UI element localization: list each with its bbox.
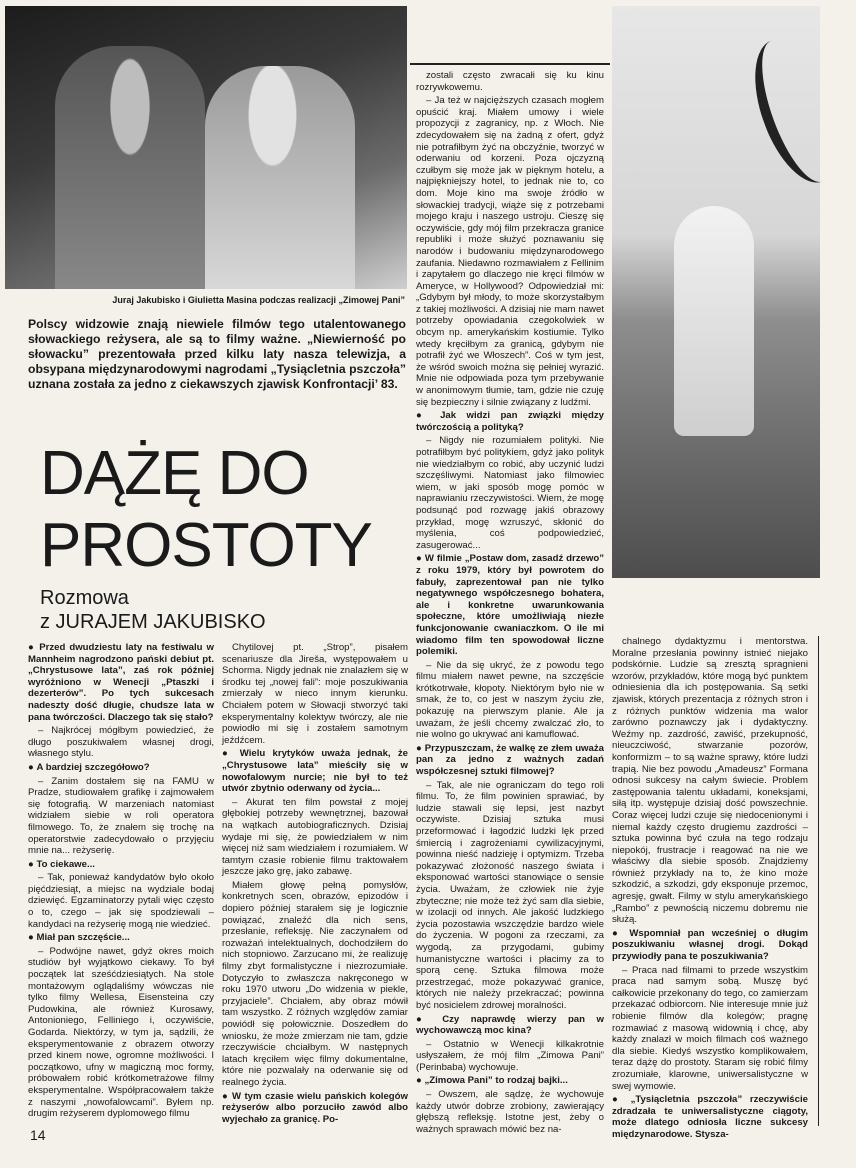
lead-paragraph: Polscy widzowie znają niewiele filmów tego utalentowanego słowackiego reżysera, ale są to filmy ważne. „Niewierność po słowacku” prezentowała przed kilku laty nasza telewizja, a obsypana międzynarodowymi nagrodami „Tysiącletnia pszczoła” uznana została za jedno z ciekawszych zjawisk Konfrontacji’ 83. [28,317,406,391]
interview-answer: – Podwójne nawet, gdyż okres moich studiów był wyjątkowo ciekawy. To był początek lat sześćdziesiątych. Na stole montażowym oglądaliśmy wówczas nie tylko filmy Wellesa, Eisensteina czy Pudowkina, ale również Kurosawy, Antonioniego, Felliniego i, oczywiście, Godarda. Niektórzy, w tym ja, sądzili, że eksperymentowanie z obrazem otworzy przed kinem nowe, ogromne możliwości. I początkowo, ufny w magiczną moc formy, próbowałem robić krótkometrażowe filmy eksperymentalne. Współpracowałem także z naszymi „nowofalowcami”. Byłem np. drugim reżyserem dyplomowego filmu [28,945,214,1120]
photo-jakubisko-masina [5,6,407,289]
photo-figure-man [55,46,205,289]
interview-answer: – Tak, ale nie ograniczam do tego roli filmu. To, że film powinien sprawiać, by ludzie stawali się lepsi, jest nazbyt oczywiste. Dzisiaj sztuka musi przeformować i łagodzić ludzki lęk przed śmiercią i zagrożeniami cywilizacyjnymi, powinna nieść nadzieję i optymizm. Trzeba pokazywać złożoność naszego świata i eksponować wartości stanowiące o sensie życia. Uważam, że człowiek nie żyje zbyteczne; nie może też żyć sam dla siebie, w izolacji od innych. Ale jakość ludzkiego życia pozostawia wszczędzie bardzo wiele do życzenia. W pogoni za rzeczami, za wygodą, za przygodami, gubimy humanistyczne wartości i płacimy za to sporą cenę. Sztuka filmowa może przestrzegać, może pokazywać granice, których nie należy przekraczać; powinna być nosicielem zdrowej moralności. [416,779,604,1011]
photo-figure-white-dress [674,206,754,436]
article-subtitle [40,586,410,634]
interview-answer: Miałem głowę pełną pomysłów, konkretnych scen, obrazów, epizodów i dopiero później starałem się je logicznie powiązać, znaleźć dla nich sens, przesłanie, refleksję. Nie zaczynałem od rozważań intelektualnych, dochodziłem do nich stopniowo. Zarzucano mi, że realizuję filmy zbyt formalistyczne i niezrozumiałe. Dotyczyło to zwłaszcza nakręconego w roku 1970 utworu „Do widzenia w piekle, przyjaciele”. Chciałem, aby obraz mówił tam wszystko. Z różnych względów zamiar powiódł się połowicznie. Doszedłem do wniosku, że może zmierzam nie tam, gdzie rzeczywiście chciałbym. W następnych latach kręciłem więc filmy dokumentalne, które nie pozwalały na oderwanie się od realnego życia. [222,879,408,1088]
interview-answer: – Owszem, ale sądzę, że wychowuje każdy utwór dobrze zrobiony, zawierający głębszą refleksję. Istotne jest, żeby o ważnych sprawach mówić bez na- [416,1089,604,1135]
photo-scythe-shape [738,29,855,194]
subtitle-line-1: Rozmowa [40,587,129,609]
interview-answer: – Najkrócej mógłbym powiedzieć, że długo poszukiwałem własnej drogi, własnego stylu. [28,725,214,760]
interview-question: ● „Zimowa Pani” to rodzaj bajki... [416,1075,604,1087]
interview-question: ● To ciekawe... [28,859,214,871]
interview-question: ● Przypuszczam, że walkę ze złem uważa pan za jedno z ważnych zadań współczesnej sztuki filmowej? [416,743,604,778]
interview-question: ● W tym czasie wielu pańskich kolegów reżyserów albo porzuciło zawód albo wyjechało za granicę. Po- [222,1091,408,1126]
interview-question: ● Jak widzi pan związki między twórczością a polityką? [416,410,604,433]
interview-answer: – Nigdy nie rozumiałem polityki. Nie potrafiłbym być politykiem, gdyż jako polityk nie wiedziałbym co robić, aby uczynić ludzi szczęśliwymi. Natomiast jako filmowiec wiem, w jaki sposób mogę pomóc w naprawianiu rzeczywistości. Wiem, że mogę podsunąć pod rozwagę jakiś obrazowy przykład, mogę wzruszyć, skłonić do myślenia, coś podpowiedzieć, zasugerować... [416,435,604,551]
interview-answer: – Akurat ten film powstał z mojej głębokiej potrzeby wewnętrznej, bazował na wątkach autobiograficznych. Dzisiaj wydaje mi się, że powiedziałem w nim więcej niż sam wiedziałem i rozumiałem. W tamtym czasie robienie filmu traktowałem jeszcze jako grę, jako zabawę. [222,796,408,878]
column-rule-top [410,63,610,65]
interview-question: ● A bardziej szczegółowo? [28,762,214,774]
interview-question: ● Przed dwudziestu laty na festiwalu w Mannheim nagrodzono pański debiut pt. „Chrystusowe lata”, zaś rok później wyróżniono w Wenecji „Ptaszki i dezerterów”. Po tych sukcesach nadeszty dość długie, chudsze lata w pana twórczości. Dlaczego tak się stało? [28,642,214,723]
column-rule-right [818,636,819,1126]
interview-answer: – Zanim dostałem się na FAMU w Pradze, studiowałem grafikę i zajmowałem się fotografią. W marzeniach natomiast widziałem siebie w roli operatora filmowego. To, że znałem się trochę na operatorstwie zadecydowało o przyjęciu mnie na... reżyserię. [28,775,214,857]
photo-figure-woman [205,66,355,289]
interview-question: ● Miał pan szczęście... [28,932,214,944]
photo-film-still [612,6,820,578]
text-column-4 [612,636,808,1140]
subtitle-line-2: z JURAJEM JAKUBISKO [40,611,266,633]
interview-answer: chalnego dydaktyzmu i mentorstwa. Moralne przesłania powinny istnieć niejako podskórnie. Ludzie są zresztą spragnieni wzorów, przykładów, które mogą być punktem odniesienia dla ich postępowania. Są setki zjawisk, których prezentacja z różnych stron i z różnych punktów widzenia ma walor zarówno poznawczy jak i dydaktyczny. Weźmy np. zazdrość, zawiść, przekupność, nieuczciwość, stwarzanie pozorów, konformizm – to są ważne sprawy, które ludzi trapią. Nie bez powodu „Amadeusz” Formana odnosi sukcesy na całym świecie. Problem zastępowania talentu układami, koneksjami, siłą itp. występuje dzisiaj dość powszechnie. Coraz więcej ludzi czuje się niedocenionymi i niemal każdy często drugiemu zazdrości – sztuka powinna być czuła na tego rodzaju niepokój, frustracje i reagować na nie we właściwy dla siebie sposób. Znajdziemy również przykłady na to, że kino może szkodzić, a szkodzi, gdy eksponuje przemoc, agresję, gwałt. Filmy w stylu amerykańskiego „Rambo” z pewnością niczemu dobremu nie służą. [612,636,808,926]
text-column-2 [222,642,408,1124]
page-number: 14 [30,1127,46,1143]
interview-question: ● „Tysiącletnia pszczoła” rzeczywiście zdradzała te uniwersalistyczne ciągoty, może dlatego odniosła liczne sukcesy międzynarodowe. Styszа- [612,1094,808,1140]
interview-question: ● Wspomniał pan wcześniej o długim poszukiwaniu własnej drogi. Dokąd przywiodły pana te poszukiwania? [612,928,808,963]
title-line-2: PROSTOTY [40,511,372,580]
interview-question: ● W filmie „Postaw dom, zasadź drzewo” z roku 1979, który był powrotem do fabuły, zaprezentował pan nie tylko negatywnego współczesnego bohatera, ale i konkretne uwarunkowania społeczne, które umożliwiają niezłe funkcjonowanie cwaniaczkom. O ile mi wiadomo film ten spowodował liczne polemiki. [416,553,604,657]
interview-answer: – Praca nad filmami to przede wszystkim praca nad samym sobą. Muszę być całkowicie przekonany do tego, co zamierzam przekazać odbiorcom. Nie interesuje mnie już robienie filmów dla kolegów; pragnę rozmawiać z masową widownią i chcę, aby każdy znalazł w moich filmach coś ważnego dla siebie. Kiedyś wszystko komplikowałem, teraz dążę do prostoty. Staram się robić filmy zrozumiałe, klarowne, uniwersalistyczne w swej wymowie. [612,964,808,1092]
interview-answer: – Tak, ponieważ kandydatów było około pięćdziesiąt, a miejsc na wydziale bodaj dziewięć. Egzaminatorzy pytali więc często o to, czego – jak się spodziewali – kandydaci na reżyserię mogą nie wiedzieć. [28,872,214,930]
interview-answer: Chytilovej pt. „Strop”, pisałem scenariusze dla Jireša, występowałem u Schorma. Nigdy jednak nie znalazłem się w środku tej „nowej fali”: moje poszukiwania zmierzały w nieco innym kierunku. Chciałem potem w Słowacji stworzyć taki eksperymentalny kolektyw twórczy, ale nie powiodło mi się i zostałem samotnym jeźdźcem. [222,642,408,746]
interview-answer: – Ostatnio w Wenecji kilkakrotnie usłyszałem, że mój film „Zimowa Pani” (Perinbaba) wychowuje. [416,1038,604,1073]
interview-answer: zostali często zwracałi się ku kinu rozrywkowemu. [416,70,604,93]
text-column-1 [28,642,214,1124]
article-title [40,438,410,582]
text-column-3 [416,70,604,1158]
interview-answer: – Nie da się ukryć, że z powodu tego filmu miałem nawet pewne, na szczęście krótkotrwałe, kłopoty. Niektórym było nie w smak, że to, co jest w naszym życiu złe, pokazuję na pierwszym planie. Ale ja uważam, że jeśli chcemy zwalczać zło, to nie wolno go ukrywać ani kamuflować. [416,659,604,741]
photo-caption: Juraj Jakubisko i Giulietta Masina podczas realizacji „Zimowej Pani” [112,295,405,305]
title-line-1: DĄŻĘ DO [40,439,309,508]
interview-question: ● Czy naprawdę wierzy pan w wychowawczą moc kina? [416,1014,604,1037]
interview-question: ● Wielu krytyków uważa jednak, że „Chrystusowe lata” mieściły się w nowofalowym nurcie; nie był to też utwór zbytnio oderwany od życia... [222,748,408,794]
interview-answer: – Ja też w najcięższych czasach mogłem opuścić kraj. Miałem umowy i wiele propozycji z zagranicy, np. z Włoch. Nie zdecydowałem się na żadną z ofert, gdyż nie potrafiłbym żyć na obczyźnie, tworzyć w oderwaniu od korzeni. Poza ojczyzną czułbym się może jak w pięknym hotelu, a najpiękniejszy hotel, to jednak nie to, co dom. Moje kino ma swoje źródło w słowackiej tradycji, wiąże się z potrzebami mojego kraju i naszego ustroju. Cieszę się oczywiście, gdy mój film przekracza granice republiki i może służyć poznawaniu się narodów i budowaniu międzynarodowego zaufania. Niedawno rozmawiałem z Fellinim i zapytałem go dlaczego nie kręci filmów w Ameryce, w Hollywood? Odpowiedział mi: „Gdybym był młody, to może skorzystałbym z takiej możliwości. A dzisiaj nie mam nawet potrzeby opowiadania czegokolwiek w obcym np. amerykańskim kostiumie. Tylko wtedy kręciłbym za granicą, gdybym nie potrafił żyć we Włoszech”. Coś w tym jest, że wśród swoich można się pełniej wyrazić. Mnie nie odpowiada poza tym przebywanie w anonimowym tłumie, tam, gdzie nie czuję się bezpieczny i silnie związany z ludźmi. [416,95,604,408]
